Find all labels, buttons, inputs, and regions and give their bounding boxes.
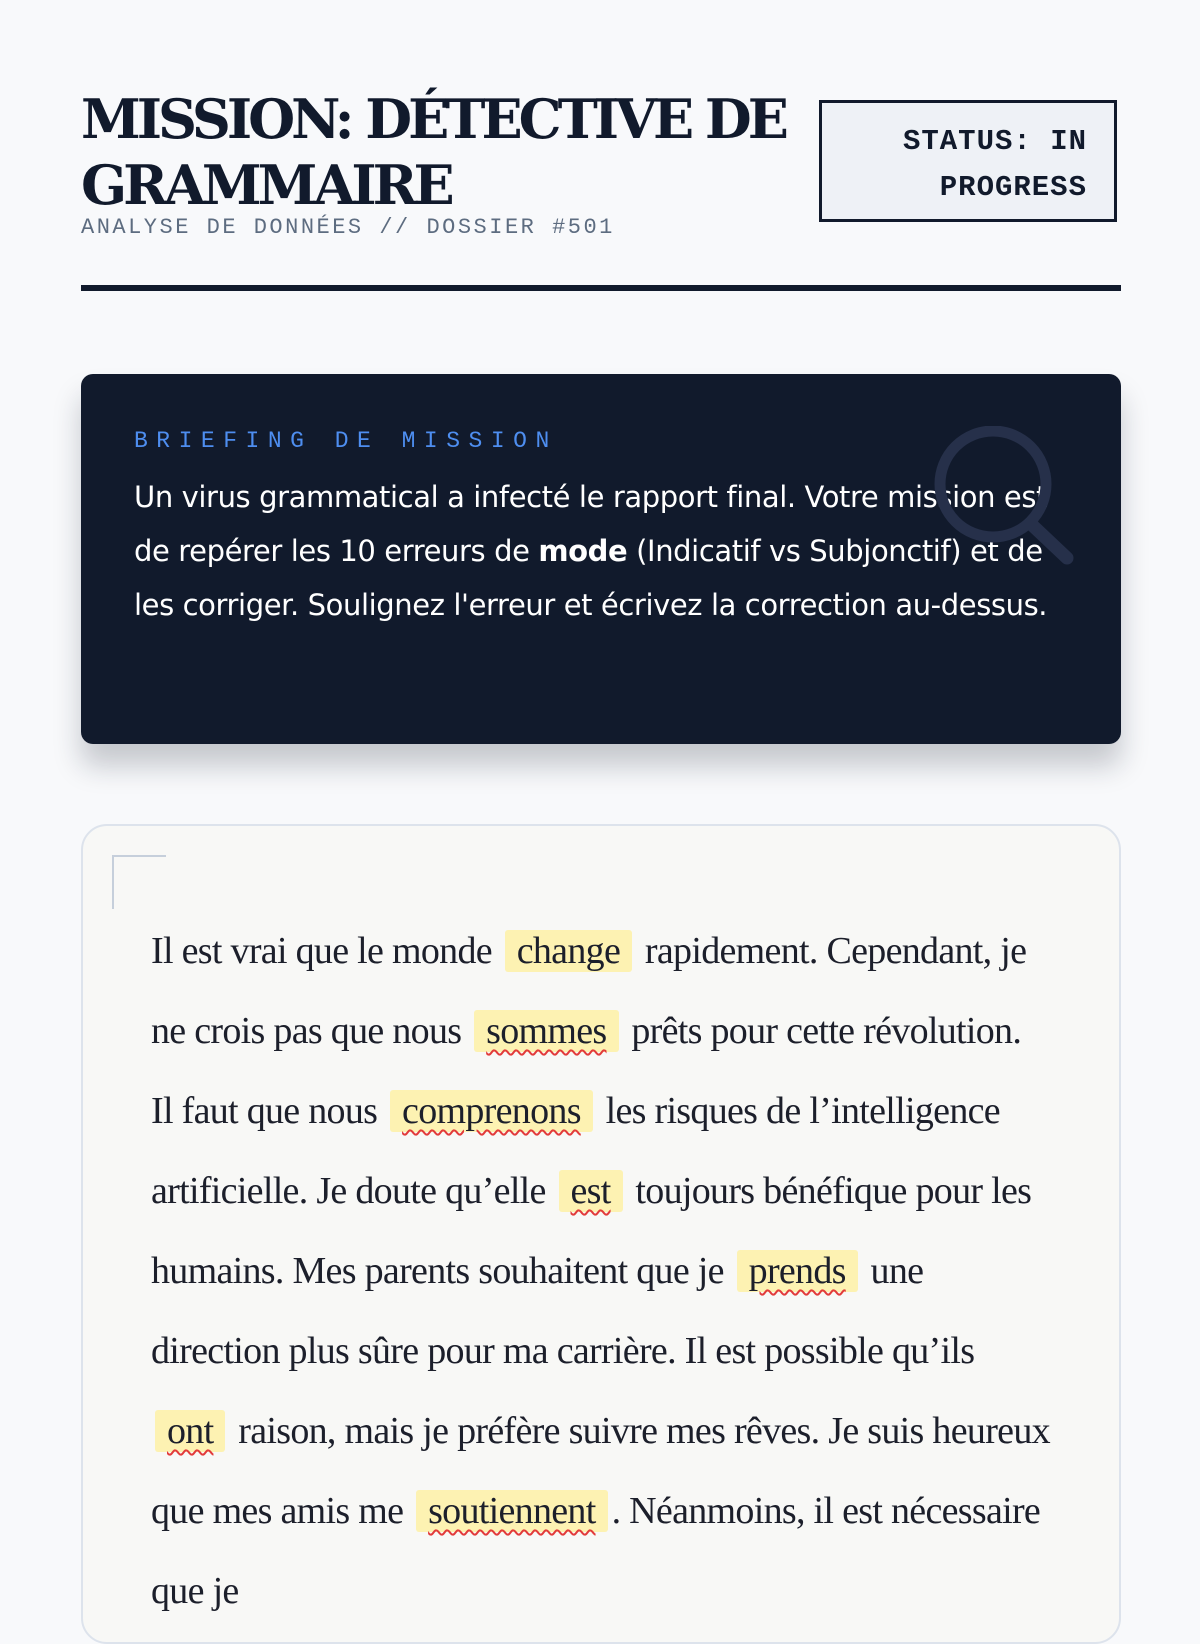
highlighted-verb[interactable]: comprenons — [390, 1090, 593, 1132]
mission-briefing-card — [81, 374, 1121, 744]
magnifier-icon — [933, 426, 1083, 576]
text-segment: les risques de l’intelligence artificielle. Je doute qu’elle — [151, 1090, 1000, 1212]
highlighted-verb[interactable]: prends — [737, 1250, 858, 1292]
briefing-text-part: (Indicatif vs Subjonctif) et de les corriger. Soulignez l'erreur et écrivez la correction au-dessus. — [134, 534, 1048, 622]
text-segment: rapidement. Cependant, je ne crois pas que nous — [151, 930, 1027, 1052]
highlighted-verb[interactable]: sommes — [474, 1010, 618, 1052]
highlighted-verb[interactable]: soutiennent — [416, 1490, 608, 1532]
highlighted-verb[interactable]: ont — [155, 1410, 225, 1452]
briefing-label: BRIEFING DE MISSION — [134, 428, 558, 454]
corner-bracket — [112, 855, 166, 909]
text-segment: . Néanmoins, il est nécessaire que je — [151, 1490, 1041, 1612]
highlighted-verb[interactable]: change — [505, 930, 632, 972]
dossier-subtitle: ANALYSE DE DONNÉES // DOSSIER #501 — [81, 215, 615, 240]
text-segment: une direction plus sûre pour ma carrière. Il est possible qu’ils — [151, 1250, 975, 1372]
briefing-text-part: Un virus grammatical a infecté le rapport final. Votre mission est de repérer les 10 erreurs de — [134, 480, 1047, 568]
briefing-text — [134, 470, 1067, 632]
text-segment: prêts pour cette révolution. Il faut que nous — [151, 1010, 1022, 1132]
text-segment: raison, mais je préfère suivre mes rêves. Je suis heureux que mes amis me — [151, 1410, 1050, 1532]
header-divider — [81, 285, 1121, 291]
text-segment: toujours bénéfique pour les humains. Mes parents souhaitent que je — [151, 1170, 1032, 1292]
page-title: MISSION: DÉTECTIVE DE GRAMMAIRE — [81, 87, 785, 217]
header — [81, 80, 1121, 292]
status-badge: STATUS: IN PROGRESS — [819, 100, 1117, 222]
briefing-keyword: mode — [538, 534, 628, 568]
text-segment: Il est vrai que le monde — [151, 930, 501, 972]
report-text — [151, 911, 1051, 1631]
report-document — [81, 824, 1121, 1644]
highlighted-verb[interactable]: est — [559, 1170, 623, 1212]
